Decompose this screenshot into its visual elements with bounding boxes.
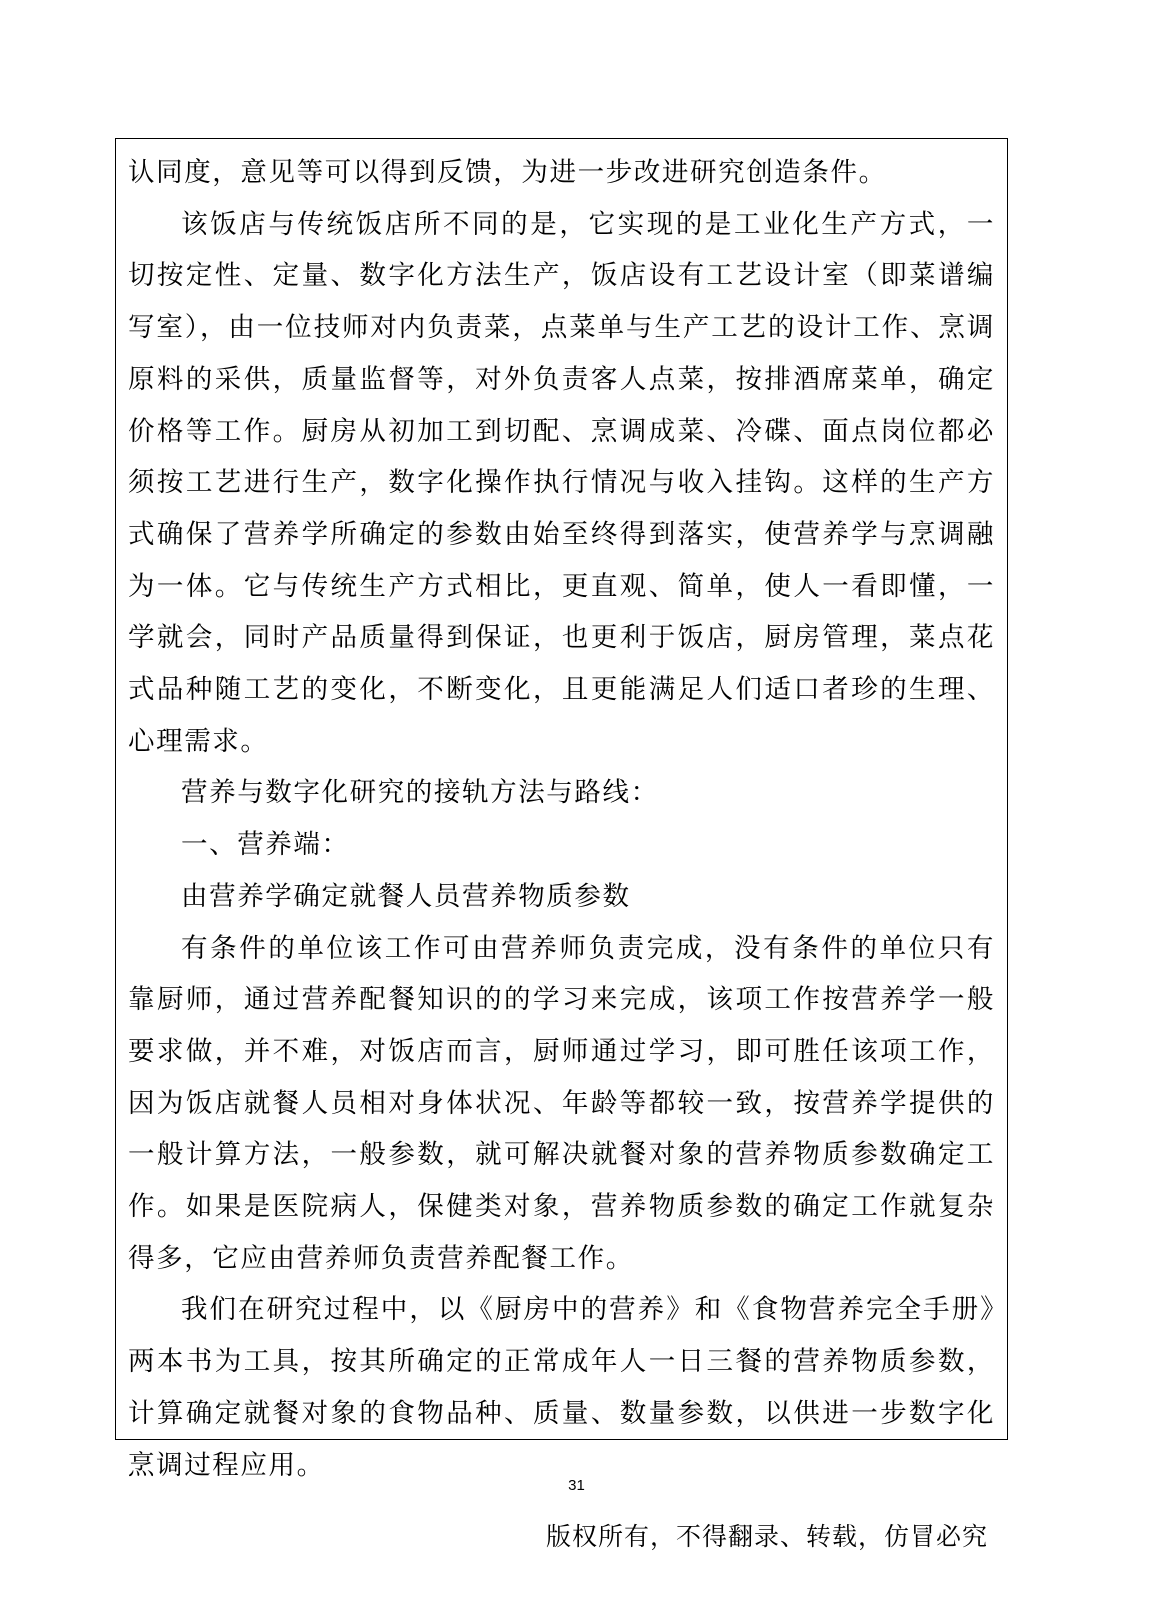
- paragraph: 该饭店与传统饭店所不同的是，它实现的是工业化生产方式，一切按定性、定量、数字化方法生产，饭店设有工艺设计室（即菜谱编写室），由一位技师对内负责菜，点菜单与生产工艺的设计工作、烹调原料的采供，质量监督等，对外负责客人点菜，按排酒席菜单，确定价格等工作。厨房从初加工到切配、烹调成菜、冷碟、面点岗位都必须按工艺进行生产，数字化操作执行情况与收入挂钩。这样的生产方式确保了营养学所确定的参数由始至终得到落实，使营养学与烹调融为一体。它与传统生产方式相比，更直观、简单，使人一看即懂，一学就会，同时产品质量得到保证，也更利于饭店，厨房管理，菜点花式品种随工艺的变化，不断变化，且更能满足人们适口者珍的生理、心理需求。: [128, 208, 995, 757]
- section-intro: 营养与数字化研究的接轨方法与路线：: [181, 777, 659, 809]
- subsection-heading: 由营养学确定就餐人员营养物质参数: [181, 880, 631, 912]
- paragraph: 有条件的单位该工作可由营养师负责完成，没有条件的单位只有靠厨师，通过营养配餐知识的的学习来完成，该项工作按营养学一般要求做，并不难，对饭店而言，厨师通过学习，即可胜任该项工作，因为饭店就餐人员相对身体状况、年龄等都较一致，按营养学提供的一般计算方法，一般参数，就可解决就餐对象的营养物质参数确定工作。如果是医院病人，保健类对象，营养物质参数的确定工作就复杂得多，它应由营养师负责营养配餐工作。: [128, 932, 995, 1274]
- section-heading: 一、营养端：: [181, 829, 350, 861]
- paragraph: 认同度，意见等可以得到反馈，为进一步改进研究创造条件。: [128, 157, 887, 188]
- content-box: [115, 138, 1008, 1481]
- paragraph: 我们在研究过程中，以《厨房中的营养》和《食物营养完全手册》两本书为工具，按其所确定的正常成年人一日三餐的营养物质参数，计算确定就餐对象的食物品种、质量、数量参数，以供进一步数字化烹调过程应用。: [128, 1294, 995, 1481]
- page-number: 31: [568, 1477, 585, 1494]
- copyright-notice: 版权所有，不得翻录、转载，仿冒必究: [545, 1522, 988, 1551]
